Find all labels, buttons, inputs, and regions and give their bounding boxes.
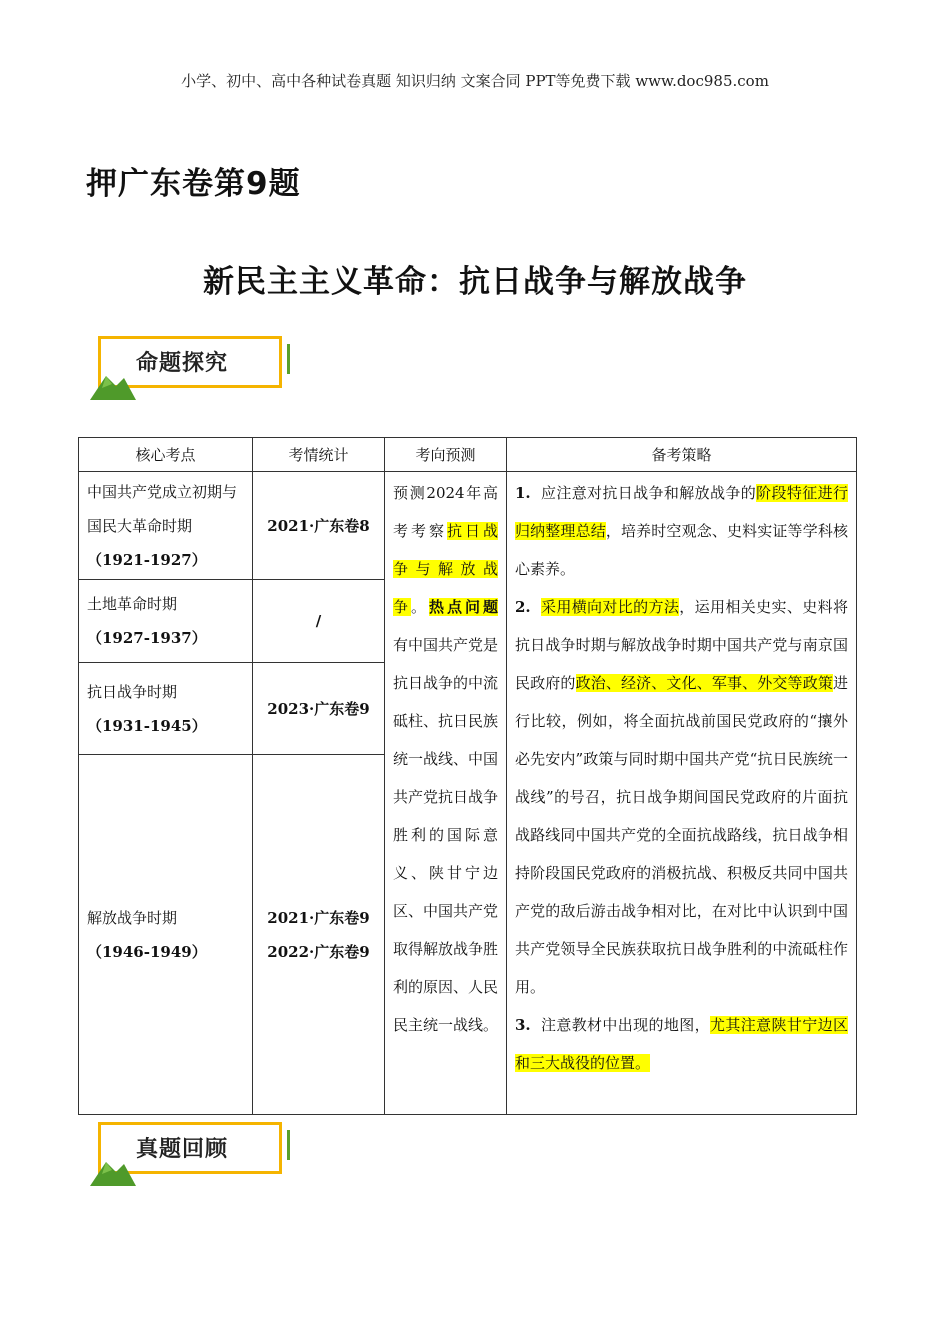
header-core-point: 核心考点 (79, 438, 253, 472)
section-label-explore: 命题探究 (136, 351, 229, 376)
strategy-highlight: 政治、经济、文化、军事、外交等政策 (575, 674, 833, 692)
strategy-cell (507, 472, 857, 1115)
strategy-item-1 (515, 474, 848, 588)
badge-green-mark (287, 344, 290, 374)
page-header: 小学、初中、高中各种试卷真题 知识归纳 文案合同 PPT等免费下载 www.doc985.com (181, 72, 769, 90)
table-row (79, 472, 857, 580)
statistic-value: / (315, 612, 322, 630)
strategy-number: 3. (515, 1016, 531, 1034)
statistic-cell (253, 663, 385, 755)
core-point-years: （1927-1937） (87, 629, 207, 647)
section-label-review: 真题回顾 (136, 1137, 229, 1162)
section-badge-explore (90, 336, 300, 398)
badge-green-mark (287, 1130, 290, 1160)
core-point-name: 解放战争时期 (87, 908, 178, 927)
table-header-row (79, 438, 857, 472)
core-point-cell (79, 580, 253, 663)
header-forecast: 考向预测 (385, 438, 507, 472)
core-point-name: 土地革命时期 (87, 595, 178, 613)
header-strategy: 备考策略 (507, 438, 857, 472)
strategy-text: 应注意对抗日战争和解放战争的 (540, 484, 757, 502)
core-point-cell (79, 472, 253, 580)
core-point-name: 抗日战争时期 (87, 682, 178, 701)
strategy-highlight: 采用横向对比的方法 (540, 598, 680, 616)
core-point-years: （1946-1949） (87, 942, 207, 961)
strategy-text: ，培养时空观念、史料实证等学科核心素养。 (515, 522, 848, 578)
forecast-text: 有中国共产党是抗日战争的中流砥柱、抗日民族统一战线、中国共产党抗日战争胜利的国际意义、陕甘宁边区、中国共产党取得解放战争胜利的原因、人民民主统一战线。 (393, 636, 499, 1034)
page-subtitle: 新民主主义革命：抗日战争与解放战争 (203, 264, 747, 300)
statistic-value: 2023·广东卷9 (267, 699, 370, 718)
header-statistics: 考情统计 (253, 438, 385, 472)
core-point-years: （1931-1945） (87, 716, 207, 735)
core-point-years: （1921-1927） (87, 550, 207, 569)
forecast-text: 预测2024年高考考察 (393, 484, 498, 540)
page-title: 押广东卷第9题 (86, 166, 301, 202)
section-badge-review (90, 1122, 300, 1184)
strategy-number: 1. (515, 484, 531, 502)
core-point-cell (79, 663, 253, 755)
forecast-cell (385, 472, 507, 1115)
core-point-cell (79, 755, 253, 1115)
strategy-text: 进行比较，例如，将全面抗战前国民党政府的“攘外必先安内”政策与同时期中国共产党“抗日民族统一战线”的号召，抗日战争期间国民党政府的片面抗战路线同中国共产党的全面抗战路线，抗日战争相持阶段国民党政府的消极抗战、积极反共同中国共产党的敌后游击战争相对比，在对比中认识到中国共产党领导全民族获取抗日战争胜利的中流砥柱作用。 (515, 674, 848, 996)
statistic-cell (253, 755, 385, 1115)
exam-plan-table (78, 437, 857, 1115)
statistic-value: 2021·广东卷8 (267, 516, 370, 535)
strategy-number: 2. (515, 598, 531, 616)
core-point-name: 中国共产党成立初期与国民大革命时期 (87, 482, 238, 535)
strategy-text: ，运用相关史实、史料将抗日战争时期与解放战争时期中国共产党与南京国民政府的 (515, 598, 848, 692)
forecast-highlight-topic: 抗日战争与解放战争 (393, 522, 498, 616)
strategy-text: 注意教材中出现的地图， (540, 1016, 711, 1034)
statistic-cell (253, 580, 385, 663)
strategy-highlight: 阶段特征进行归纳整理总结 (515, 484, 848, 540)
statistic-cell (253, 472, 385, 580)
forecast-highlight-hot: 热点问题 (429, 598, 498, 616)
strategy-item-2 (515, 588, 848, 1006)
statistic-value: 2022·广东卷9 (267, 942, 370, 961)
forecast-text: 。 (411, 598, 429, 616)
strategy-highlight: 尤其注意陕甘宁边区和三大战役的位置。 (515, 1016, 848, 1072)
statistic-value: 2021·广东卷9 (267, 908, 370, 927)
strategy-item-3 (515, 1006, 848, 1082)
